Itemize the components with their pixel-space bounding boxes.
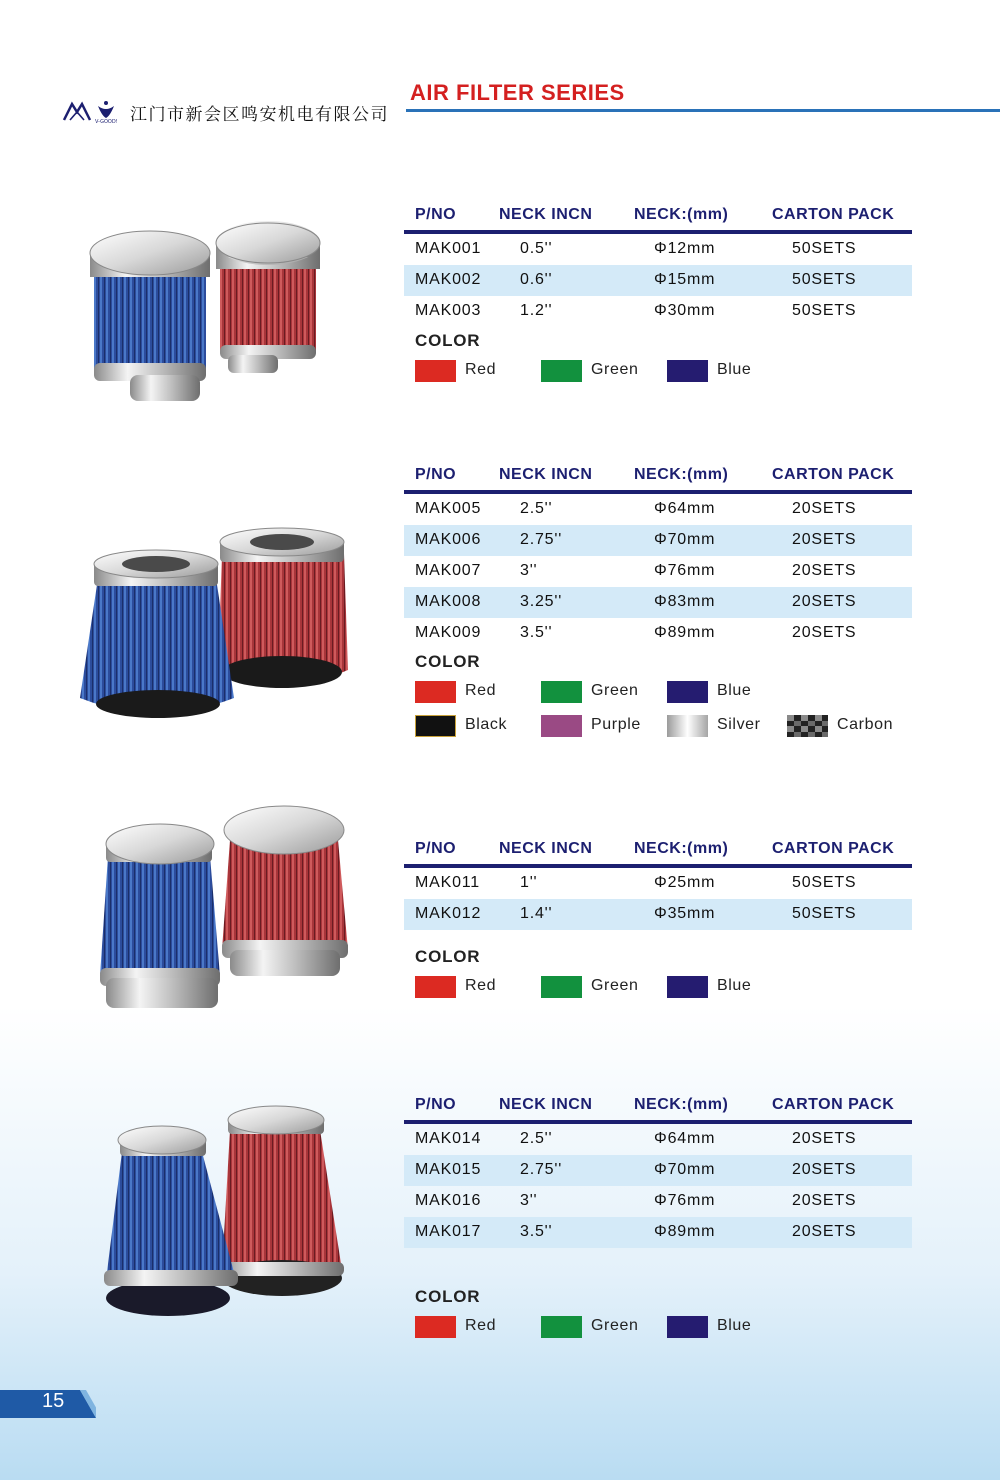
color-swatches: [415, 360, 975, 382]
header-neck-inch: NECK INCN: [499, 840, 593, 857]
product-image-mak001: [70, 215, 340, 415]
header-pno: P/NO: [415, 1096, 457, 1113]
header-neck-mm: NECK:(mm): [634, 840, 729, 857]
title-rule: [406, 109, 1000, 112]
cell-inch: 0.6'': [520, 271, 553, 288]
product-image-mak014: [70, 1100, 360, 1330]
spec-table-2: [404, 462, 912, 649]
cell-mm: Φ15mm: [654, 271, 716, 288]
cell-inch: 3'': [520, 1192, 538, 1209]
carbon-chip: [787, 715, 828, 737]
blue-chip: [667, 360, 708, 382]
cell-inch: 2.75'': [520, 531, 563, 548]
cell-inch: 1'': [520, 874, 538, 891]
cell-mm: Φ25mm: [654, 874, 716, 891]
cell-mm: Φ30mm: [654, 302, 716, 319]
cell-pack: 20SETS: [792, 531, 857, 548]
cell-inch: 1.4'': [520, 905, 553, 922]
red-chip: [415, 976, 456, 998]
cell-mm: Φ70mm: [654, 531, 716, 548]
cell-pack: 20SETS: [792, 1161, 857, 1178]
green-chip: [541, 1316, 582, 1338]
series-title: AIR FILTER SERIES: [410, 80, 625, 105]
cell-mm: Φ64mm: [654, 1130, 716, 1147]
table-row: [404, 1186, 912, 1217]
cell-mm: Φ83mm: [654, 593, 716, 610]
table-row: [404, 1217, 912, 1248]
color-swatches: [415, 976, 975, 998]
cell-inch: 2.5'': [520, 1130, 553, 1147]
table-row: [404, 899, 912, 930]
header-neck-inch: NECK INCN: [499, 1096, 593, 1113]
red-chip: [415, 1316, 456, 1338]
cell-pno: MAK005: [415, 500, 482, 517]
swatch-label: Silver: [717, 716, 761, 733]
table-row: [404, 296, 912, 327]
cell-inch: 1.2'': [520, 302, 553, 319]
color-label: COLOR: [415, 331, 481, 350]
table-row: [404, 525, 912, 556]
table-row: [404, 1155, 912, 1186]
cell-mm: Φ89mm: [654, 1223, 716, 1240]
table-header: [404, 1092, 912, 1120]
swatch-label: Green: [591, 682, 639, 699]
header-neck-mm: NECK:(mm): [634, 206, 729, 223]
cell-pno: MAK002: [415, 271, 482, 288]
cell-pno: MAK016: [415, 1192, 482, 1209]
svg-text:V-GOOD!: V-GOOD!: [95, 119, 118, 124]
cell-pack: 50SETS: [792, 240, 857, 257]
product-image-mak005: [70, 520, 360, 730]
table-header: [404, 462, 912, 490]
cell-inch: 3.5'': [520, 624, 553, 641]
spec-table-3: [404, 836, 912, 930]
cell-pno: MAK017: [415, 1223, 482, 1240]
cell-pack: 20SETS: [792, 1223, 857, 1240]
swatch-label: Red: [465, 1317, 497, 1334]
spec-table-1: [404, 202, 912, 327]
swatch-label: Blue: [717, 1317, 752, 1334]
header-pno: P/NO: [415, 466, 457, 483]
green-chip: [541, 681, 582, 703]
cell-pno: MAK008: [415, 593, 482, 610]
cell-mm: Φ89mm: [654, 624, 716, 641]
swatch-label: Green: [591, 1317, 639, 1334]
cell-pack: 20SETS: [792, 593, 857, 610]
cell-pno: MAK011: [415, 874, 480, 891]
product-image-mak011: [70, 800, 350, 1020]
blue-chip: [667, 681, 708, 703]
purple-chip: [541, 715, 582, 737]
swatch-label: Green: [591, 977, 639, 994]
cell-pack: 20SETS: [792, 1192, 857, 1209]
cell-mm: Φ35mm: [654, 905, 716, 922]
cell-pack: 50SETS: [792, 905, 857, 922]
cell-pack: 50SETS: [792, 302, 857, 319]
black-chip: [415, 715, 456, 737]
table-header: [404, 836, 912, 864]
cell-inch: 2.75'': [520, 1161, 563, 1178]
header-carton: CARTON PACK: [772, 466, 895, 483]
cell-inch: 3.5'': [520, 1223, 553, 1240]
red-chip: [415, 681, 456, 703]
cell-pack: 20SETS: [792, 1130, 857, 1147]
cell-pno: MAK006: [415, 531, 482, 548]
blue-chip: [667, 1316, 708, 1338]
color-swatches: [415, 1316, 975, 1338]
cell-pack: 20SETS: [792, 624, 857, 641]
cell-inch: 3'': [520, 562, 538, 579]
silver-chip: [667, 715, 708, 737]
cell-pno: MAK007: [415, 562, 482, 579]
cell-pno: MAK015: [415, 1161, 482, 1178]
swatch-label: Blue: [717, 682, 752, 699]
header-pno: P/NO: [415, 206, 457, 223]
header-neck-mm: NECK:(mm): [634, 466, 729, 483]
red-chip: [415, 360, 456, 382]
header-pno: P/NO: [415, 840, 457, 857]
table-row: [404, 234, 912, 265]
page-number: 15: [42, 1390, 65, 1412]
swatch-label: Black: [465, 716, 508, 733]
table-row: [404, 587, 912, 618]
table-row: [404, 868, 912, 899]
cell-pno: MAK001: [415, 240, 482, 257]
cell-inch: 3.25'': [520, 593, 563, 610]
table-header: [404, 202, 912, 230]
table-row: [404, 1124, 912, 1155]
cell-mm: Φ70mm: [654, 1161, 716, 1178]
swatch-label: Red: [465, 361, 497, 378]
color-swatches-extra: [415, 715, 975, 737]
swatch-label: Purple: [591, 716, 641, 733]
green-chip: [541, 976, 582, 998]
header-neck-inch: NECK INCN: [499, 466, 593, 483]
cell-inch: 0.5'': [520, 240, 553, 257]
cell-pack: 20SETS: [792, 500, 857, 517]
color-label: COLOR: [415, 652, 481, 671]
table-row: [404, 618, 912, 649]
cell-mm: Φ64mm: [654, 500, 716, 517]
cell-mm: Φ76mm: [654, 562, 716, 579]
table-row: [404, 494, 912, 525]
table-row: [404, 556, 912, 587]
cell-pack: 50SETS: [792, 874, 857, 891]
swatch-label: Red: [465, 977, 497, 994]
cell-pack: 50SETS: [792, 271, 857, 288]
swatch-label: Carbon: [837, 716, 894, 733]
swatch-label: Blue: [717, 361, 752, 378]
color-swatches: [415, 681, 975, 703]
table-row: [404, 265, 912, 296]
cell-pno: MAK003: [415, 302, 482, 319]
page-header: [0, 70, 1000, 130]
color-label: COLOR: [415, 1287, 481, 1306]
header-neck-mm: NECK:(mm): [634, 1096, 729, 1113]
swatch-label: Green: [591, 361, 639, 378]
cell-pno: MAK014: [415, 1130, 482, 1147]
cell-pno: MAK009: [415, 624, 482, 641]
cell-mm: Φ76mm: [654, 1192, 716, 1209]
cell-inch: 2.5'': [520, 500, 553, 517]
header-carton: CARTON PACK: [772, 1096, 895, 1113]
blue-chip: [667, 976, 708, 998]
spec-table-4: [404, 1092, 912, 1248]
swatch-label: Blue: [717, 977, 752, 994]
header-carton: CARTON PACK: [772, 206, 895, 223]
cell-mm: Φ12mm: [654, 240, 716, 257]
company-logo-icon: [62, 98, 124, 124]
cell-pno: MAK012: [415, 905, 482, 922]
green-chip: [541, 360, 582, 382]
color-label: COLOR: [415, 947, 481, 966]
cell-pack: 20SETS: [792, 562, 857, 579]
header-neck-inch: NECK INCN: [499, 206, 593, 223]
company-name: 江门市新会区鸣安机电有限公司: [130, 105, 389, 125]
header-carton: CARTON PACK: [772, 840, 895, 857]
swatch-label: Red: [465, 682, 497, 699]
